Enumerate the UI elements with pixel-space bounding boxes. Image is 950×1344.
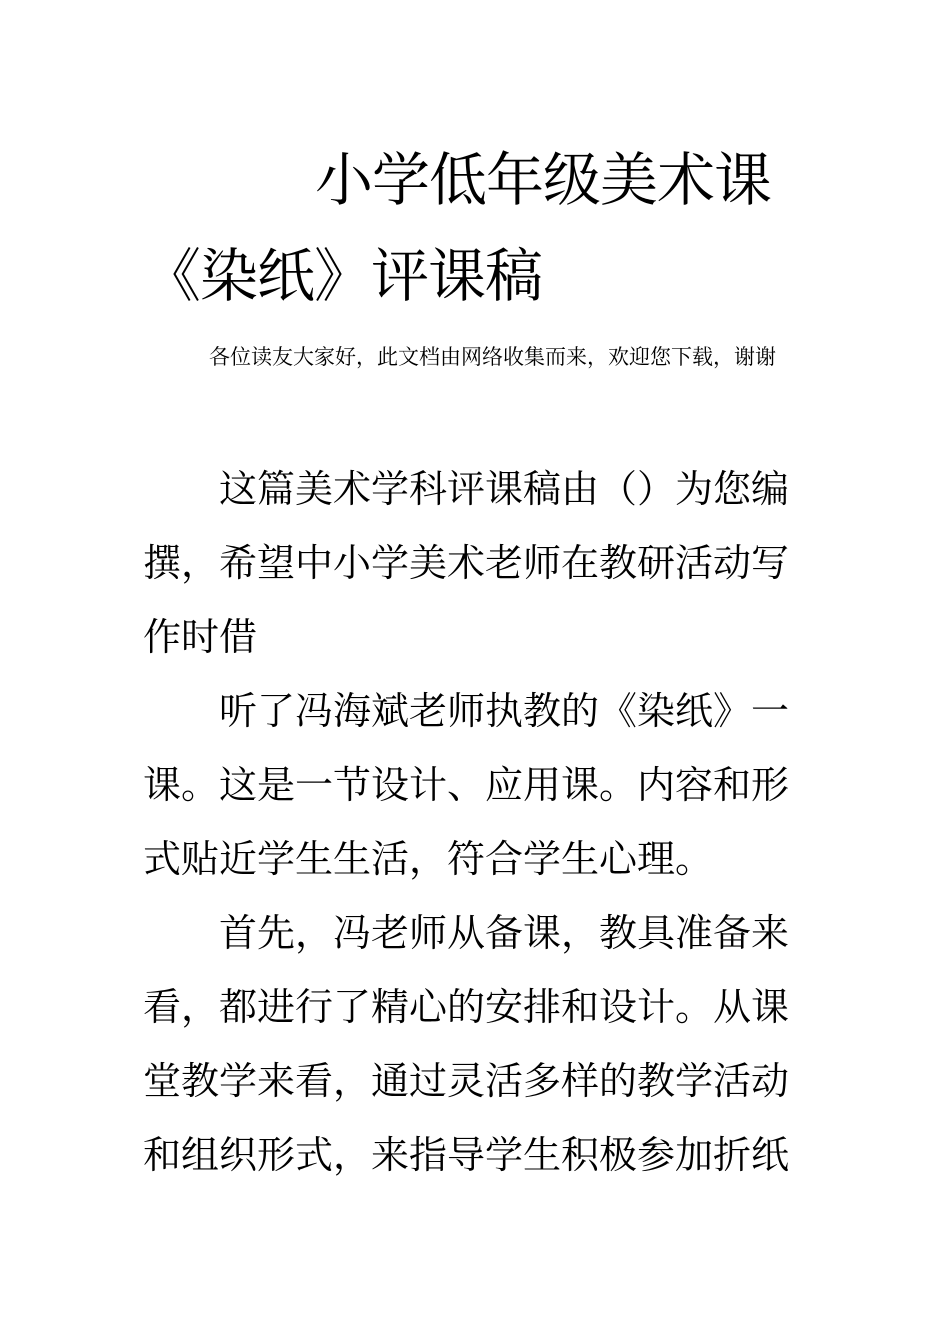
paragraph-preparation: 首先，冯老师从备课，教具准备来看，都进行了精心的安排和设计。从课堂教学来看，通过灵活多样的教学活动和组织形式，来指导学生积极参加折纸 [143, 911, 790, 1177]
paragraph-intro: 这篇美术学科评课稿由（）为您编撰，希望中小学美术老师在教研活动写作时借 [143, 467, 790, 659]
paragraph-lesson-summary: 听了冯海斌老师执教的《染纸》一课。这是一节设计、应用课。内容和形式贴近学生生活，符合学生心理。 [143, 689, 790, 881]
document-body [143, 452, 797, 1192]
download-notice: 各位读友大家好，此文档由网络收集而来，欢迎您下载，谢谢 [209, 345, 776, 369]
document-title: 小学低年级美术课《染纸》评课稿 [143, 146, 772, 310]
